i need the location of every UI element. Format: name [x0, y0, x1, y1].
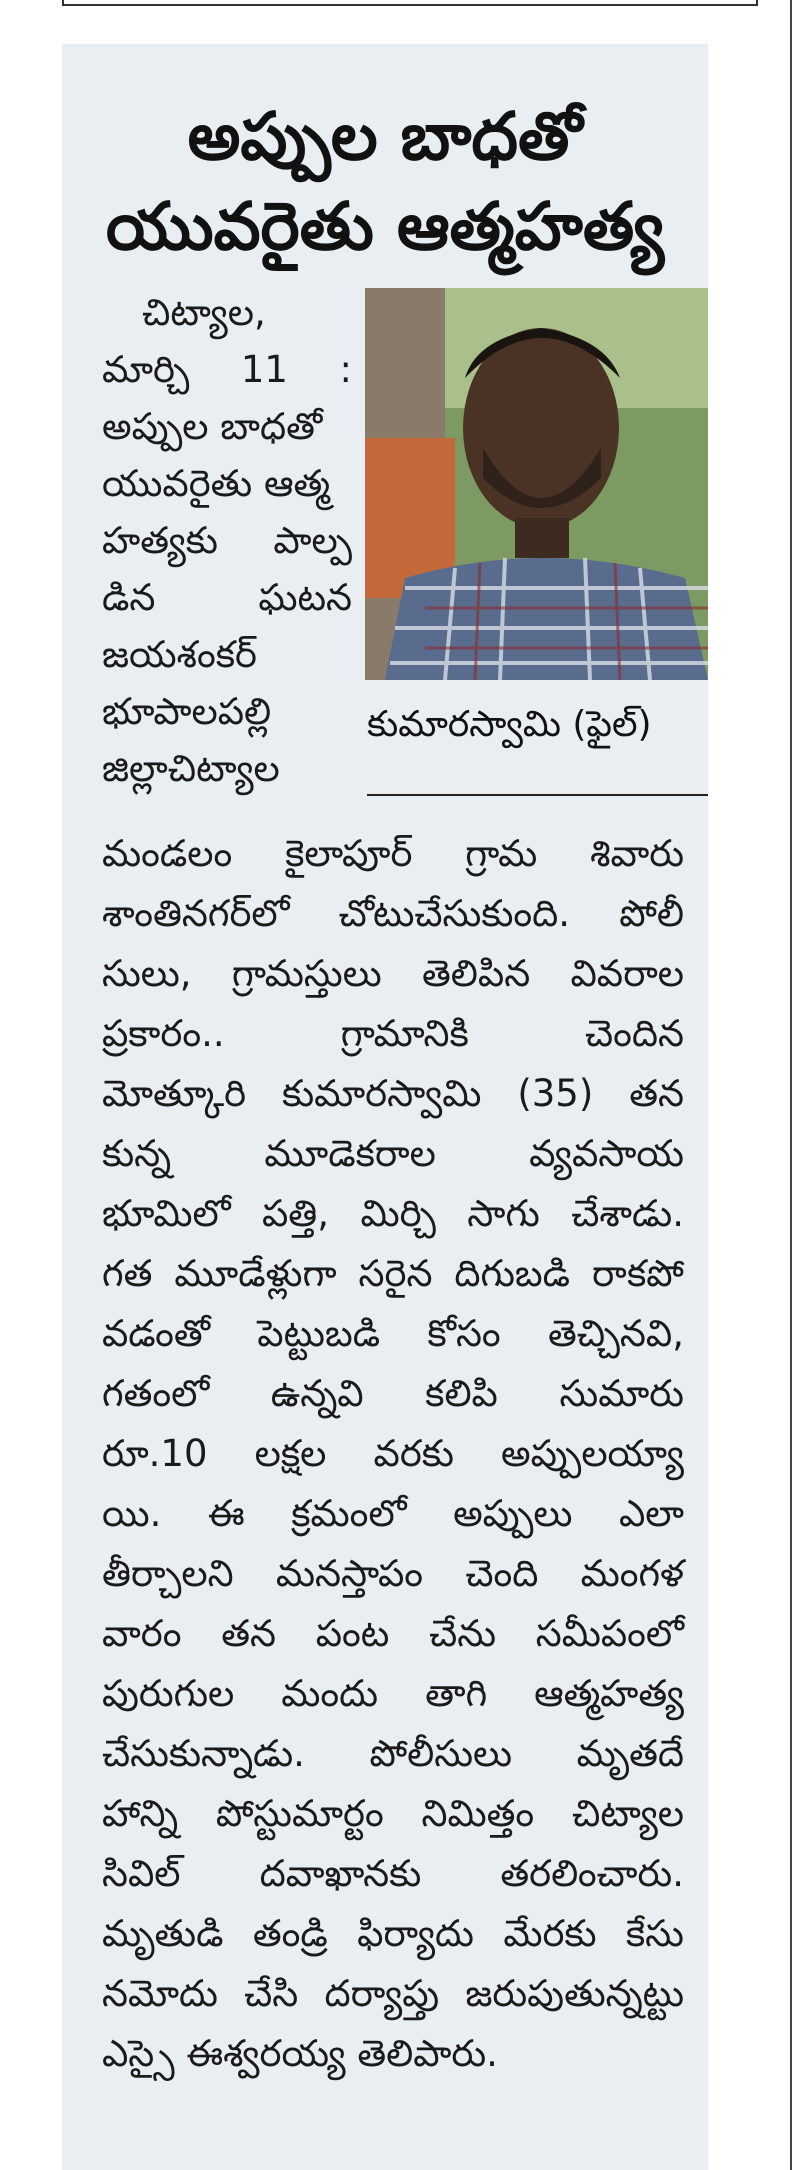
body-line — [102, 1484, 684, 1544]
body-word: వడంతో — [102, 1312, 211, 1355]
body-word: మూడెకరాల — [264, 1132, 436, 1175]
body-word: మోత్కూరి — [102, 1072, 247, 1115]
body-word: పోలీ — [619, 892, 684, 935]
body-word: యువరైతు ఆత్మ — [102, 462, 331, 505]
right-border-rule — [790, 0, 792, 2170]
body-word: మనస్తాపం — [275, 1552, 424, 1595]
body-word: చిట్యాల, — [142, 291, 266, 334]
body-word: పాల్ప — [273, 519, 352, 562]
body-line — [102, 1844, 684, 1904]
body-line — [102, 569, 352, 626]
photo-caption: కుమారస్వామి (ఫైల్) — [367, 704, 652, 745]
body-word: అప్పులయ్యా — [501, 1432, 684, 1475]
body-word: ఘటన — [258, 576, 352, 619]
body-line — [102, 1724, 684, 1784]
body-line — [102, 1784, 684, 1844]
body-word: కోసం — [427, 1312, 501, 1355]
body-word: మూడేళ్లుగా — [174, 1252, 337, 1295]
body-line — [102, 512, 352, 569]
body-word: హాన్ని — [102, 1792, 179, 1835]
body-word: సులు, — [102, 952, 192, 995]
body-word: తండ్రి — [252, 1912, 328, 1955]
body-word: శివారు — [590, 832, 684, 875]
body-line — [102, 740, 352, 797]
body-word: పెట్టుబడి — [257, 1312, 381, 1355]
body-word: పత్తి, — [262, 1192, 330, 1235]
body-word: తన — [221, 1612, 276, 1655]
body-word: దర్యాప్తు — [324, 1972, 440, 2015]
farmer-photo — [365, 288, 708, 680]
body-word: ప్రకారం.. — [102, 1012, 225, 1055]
body-word: సుమారు — [559, 1372, 684, 1415]
body-word: తెలిపిన — [422, 952, 531, 995]
body-line — [102, 1544, 684, 1604]
body-line — [102, 1064, 684, 1124]
body-word: సాగు — [467, 1192, 540, 1235]
body-word: రాకపో — [592, 1252, 684, 1295]
headline-line-1: అప్పుల బాధతో — [187, 98, 583, 175]
top-frame — [62, 0, 758, 6]
body-word: మేరకు — [503, 1912, 597, 1955]
body-word: గ్రామానికి — [340, 1012, 469, 1055]
body-word: సివిల్ — [102, 1852, 181, 1895]
body-line — [102, 1664, 684, 1724]
body-word: తెచ్చినవి, — [547, 1312, 684, 1355]
body-word: మంగళ — [580, 1552, 684, 1595]
body-line — [102, 2024, 684, 2084]
body-word: చేసి — [244, 1972, 299, 2015]
body-line — [102, 1364, 684, 1424]
headline-line-2: యువరైతు ఆత్మహత్య — [105, 188, 665, 265]
body-word: ఉన్నవి — [270, 1372, 364, 1415]
body-word: తాగి — [425, 1672, 488, 1715]
body-word: జయశంకర్ — [102, 633, 257, 676]
body-text-wide — [102, 824, 684, 2084]
body-word: వ్యవసాయ — [529, 1132, 684, 1175]
body-word: హత్యకు — [102, 519, 218, 562]
body-word: ఫిర్యాదు — [357, 1912, 474, 1955]
body-line — [102, 1964, 684, 2024]
body-word: భూపాలపల్లి — [102, 690, 272, 733]
body-line — [102, 1304, 684, 1364]
body-word: శాంతినగర్‌లో — [102, 892, 290, 935]
body-word: వరకు — [373, 1432, 454, 1475]
body-line — [102, 824, 684, 884]
body-word: చెంది — [465, 1552, 539, 1595]
body-word: తీర్చాలని — [102, 1552, 234, 1595]
farmer-photo-illustration — [365, 288, 708, 680]
body-word: : — [339, 348, 352, 391]
body-word: జరుపుతున్నట్టు — [465, 1972, 684, 2015]
body-word: గతంలో — [102, 1372, 210, 1415]
body-line — [102, 1244, 684, 1304]
body-word: దిగుబడి — [454, 1252, 571, 1295]
body-word: 11 — [240, 348, 288, 391]
body-word: నిమిత్తం — [421, 1792, 535, 1835]
body-word: చెందిన — [585, 1012, 684, 1055]
body-word: మండలం — [102, 832, 233, 875]
body-line — [102, 1124, 684, 1184]
body-word: వారం — [102, 1612, 182, 1655]
body-word: ఎలా — [618, 1492, 684, 1535]
body-word: డిన — [102, 576, 156, 619]
body-word: నమోదు — [102, 1972, 218, 2015]
body-line — [102, 884, 684, 944]
body-line — [102, 1184, 684, 1244]
body-line — [102, 626, 352, 683]
body-word: సరైన — [358, 1252, 433, 1295]
body-word: చోటుచేసుకుంది. — [338, 892, 571, 935]
body-word: అప్పుల బాధతో — [102, 405, 323, 448]
body-line — [102, 455, 352, 512]
caption-divider — [367, 794, 708, 796]
body-word: తరలించారు. — [500, 1852, 684, 1895]
body-word: రూ.10 — [102, 1432, 208, 1475]
body-word: ఎస్సై ఈశ్వరయ్య తెలిపారు. — [102, 2032, 498, 2075]
body-word: కున్న — [102, 1132, 172, 1175]
body-word: మృతదే — [576, 1732, 684, 1775]
body-word: చిట్యాల — [572, 1792, 684, 1835]
body-line — [102, 341, 352, 398]
body-word: చేసుకున్నాడు. — [102, 1732, 305, 1775]
body-word: కైలాపూర్ — [285, 832, 413, 875]
body-word: భూమిలో — [102, 1192, 231, 1235]
body-text-narrow — [102, 284, 352, 797]
body-line — [102, 284, 352, 341]
body-word: పురుగుల — [102, 1672, 235, 1715]
body-line — [102, 1004, 684, 1064]
body-word: దవాఖానకు — [259, 1852, 422, 1895]
body-word: గ్రామ — [465, 832, 538, 875]
body-word: కేసు — [625, 1912, 684, 1955]
body-word: చిట్యాల — [167, 747, 280, 790]
body-word: మృతుడి — [102, 1912, 224, 1955]
news-clipping — [62, 44, 708, 2170]
body-word: చేశాడు. — [571, 1192, 684, 1235]
body-word: వివరాల — [570, 952, 684, 995]
body-word: కుమారస్వామి — [282, 1072, 482, 1115]
body-word: పంట — [315, 1612, 390, 1655]
body-word: గ్రామస్తులు — [231, 952, 382, 995]
body-line — [102, 1424, 684, 1484]
body-word: సమీపంలో — [535, 1612, 684, 1655]
body-word: పోస్టుమార్టం — [215, 1792, 384, 1835]
body-word: కలిపి — [425, 1372, 498, 1415]
body-word: ఈ — [207, 1492, 245, 1535]
body-word: అప్పులు — [453, 1492, 573, 1535]
body-word: గత — [102, 1252, 153, 1295]
body-word: పోలీసులు — [369, 1732, 513, 1775]
body-line — [102, 944, 684, 1004]
body-word: చేను — [429, 1612, 496, 1655]
body-word: ఆత్మహత్య — [534, 1672, 684, 1715]
body-word: జిల్లా — [102, 747, 168, 790]
body-word: లక్షల — [254, 1432, 327, 1475]
body-word: యి. — [102, 1492, 162, 1535]
body-word: క్రమంలో — [291, 1492, 407, 1535]
body-word: మార్చి — [102, 348, 190, 391]
body-line — [102, 1904, 684, 1964]
body-line — [102, 683, 352, 740]
body-word: మిర్చి — [360, 1192, 436, 1235]
body-word: తన — [629, 1072, 684, 1115]
body-line — [102, 398, 352, 455]
body-word: మందు — [281, 1672, 379, 1715]
body-word: (35) — [517, 1072, 594, 1115]
body-line — [102, 1604, 684, 1664]
